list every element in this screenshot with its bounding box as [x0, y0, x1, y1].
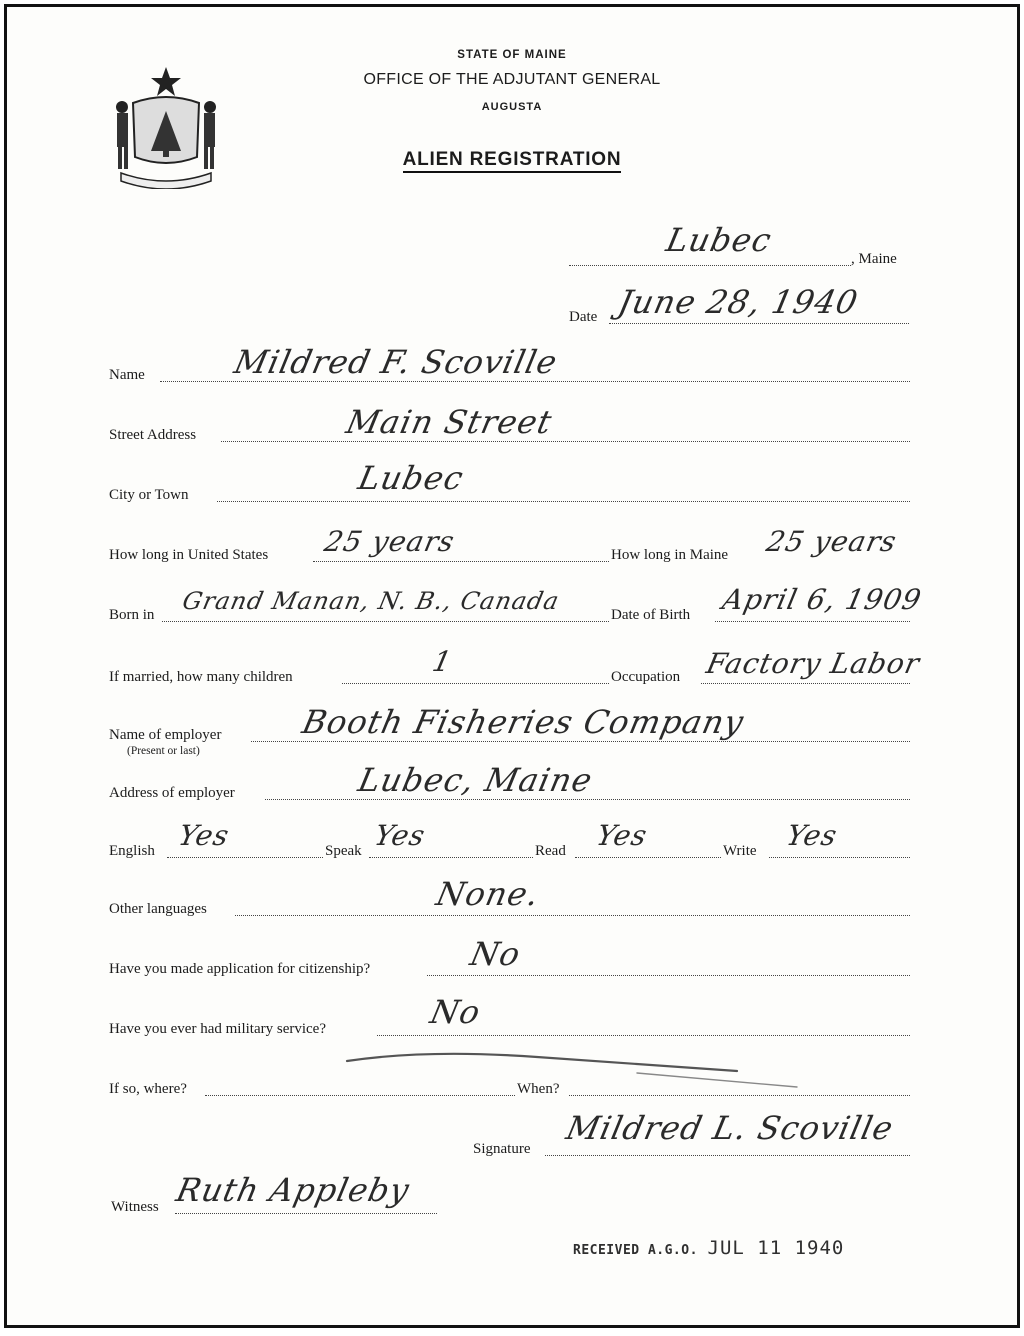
- children-label: If married, how many children: [109, 669, 293, 685]
- how-long-us-value: 25 years: [321, 525, 458, 558]
- name-value: Mildred F. Scoville: [230, 343, 562, 381]
- form-title: ALIEN REGISTRATION: [307, 149, 717, 171]
- signature-label: Signature: [473, 1141, 531, 1157]
- read-label: Read: [535, 843, 566, 859]
- date-of-birth-value: April 6, 1909: [719, 583, 925, 616]
- maine-state-seal-icon: [111, 65, 221, 189]
- signature-value: Mildred L. Scoville: [562, 1109, 898, 1147]
- military-label: Have you ever had military service?: [109, 1021, 326, 1037]
- date-label: Date: [569, 309, 598, 325]
- stamp-date-text: JUL 11 1940: [707, 1237, 845, 1259]
- employer-address-label: Address of employer: [109, 785, 235, 801]
- born-in-value: Grand Manan, N. B., Canada: [180, 587, 563, 615]
- how-long-maine-value: 25 years: [763, 525, 900, 558]
- employer-value: Booth Fisheries Company: [298, 703, 748, 741]
- registration-form: [4, 4, 1020, 1328]
- witness-value: Ruth Appleby: [172, 1171, 414, 1209]
- children-value: 1: [429, 645, 456, 678]
- write-label: Write: [723, 843, 757, 859]
- speak-label: Speak: [325, 843, 362, 859]
- maine-label: , Maine: [851, 251, 897, 267]
- how-long-maine-label: How long in Maine: [611, 547, 729, 563]
- city-heading: AUGUSTA: [481, 101, 543, 113]
- how-long-us-label: How long in United States: [109, 547, 269, 563]
- employer-sub-label: (Present or last): [127, 745, 200, 757]
- born-in-label: Born in: [109, 607, 155, 623]
- occupation-value: Factory Labor: [703, 647, 924, 680]
- english-value: Yes: [175, 819, 233, 852]
- write-value: Yes: [783, 819, 841, 852]
- speak-value: Yes: [371, 819, 429, 852]
- date-of-birth-label: Date of Birth: [611, 607, 691, 623]
- state-heading: STATE OF MAINE: [457, 49, 567, 61]
- office-heading: OFFICE OF THE ADJUTANT GENERAL: [363, 71, 661, 88]
- other-languages-value: None.: [432, 875, 544, 913]
- if-so-where-label: If so, where?: [109, 1081, 187, 1097]
- street-label: Street Address: [109, 427, 197, 443]
- city-town-value: Lubec: [354, 459, 468, 497]
- english-label: English: [109, 843, 155, 859]
- stamp-received-text: RECEIVED A.G.O.: [573, 1243, 698, 1258]
- town-value: Lubec: [662, 221, 776, 259]
- date-value: June 28, 1940: [614, 283, 862, 321]
- occupation-label: Occupation: [611, 669, 681, 685]
- military-value: No: [426, 993, 485, 1031]
- city-town-label: City or Town: [109, 487, 189, 503]
- pen-stroke-icon: [337, 1047, 817, 1097]
- witness-label: Witness: [111, 1199, 159, 1215]
- read-value: Yes: [593, 819, 651, 852]
- when-label: When?: [517, 1081, 560, 1097]
- citizenship-label: Have you made application for citizenship?: [109, 961, 371, 977]
- street-value: Main Street: [342, 403, 556, 441]
- other-languages-label: Other languages: [109, 901, 207, 917]
- received-stamp: [573, 1237, 844, 1259]
- employer-address-value: Lubec, Maine: [354, 761, 597, 799]
- employer-label: Name of employer: [109, 727, 222, 743]
- citizenship-value: No: [466, 935, 525, 973]
- name-label: Name: [109, 367, 145, 383]
